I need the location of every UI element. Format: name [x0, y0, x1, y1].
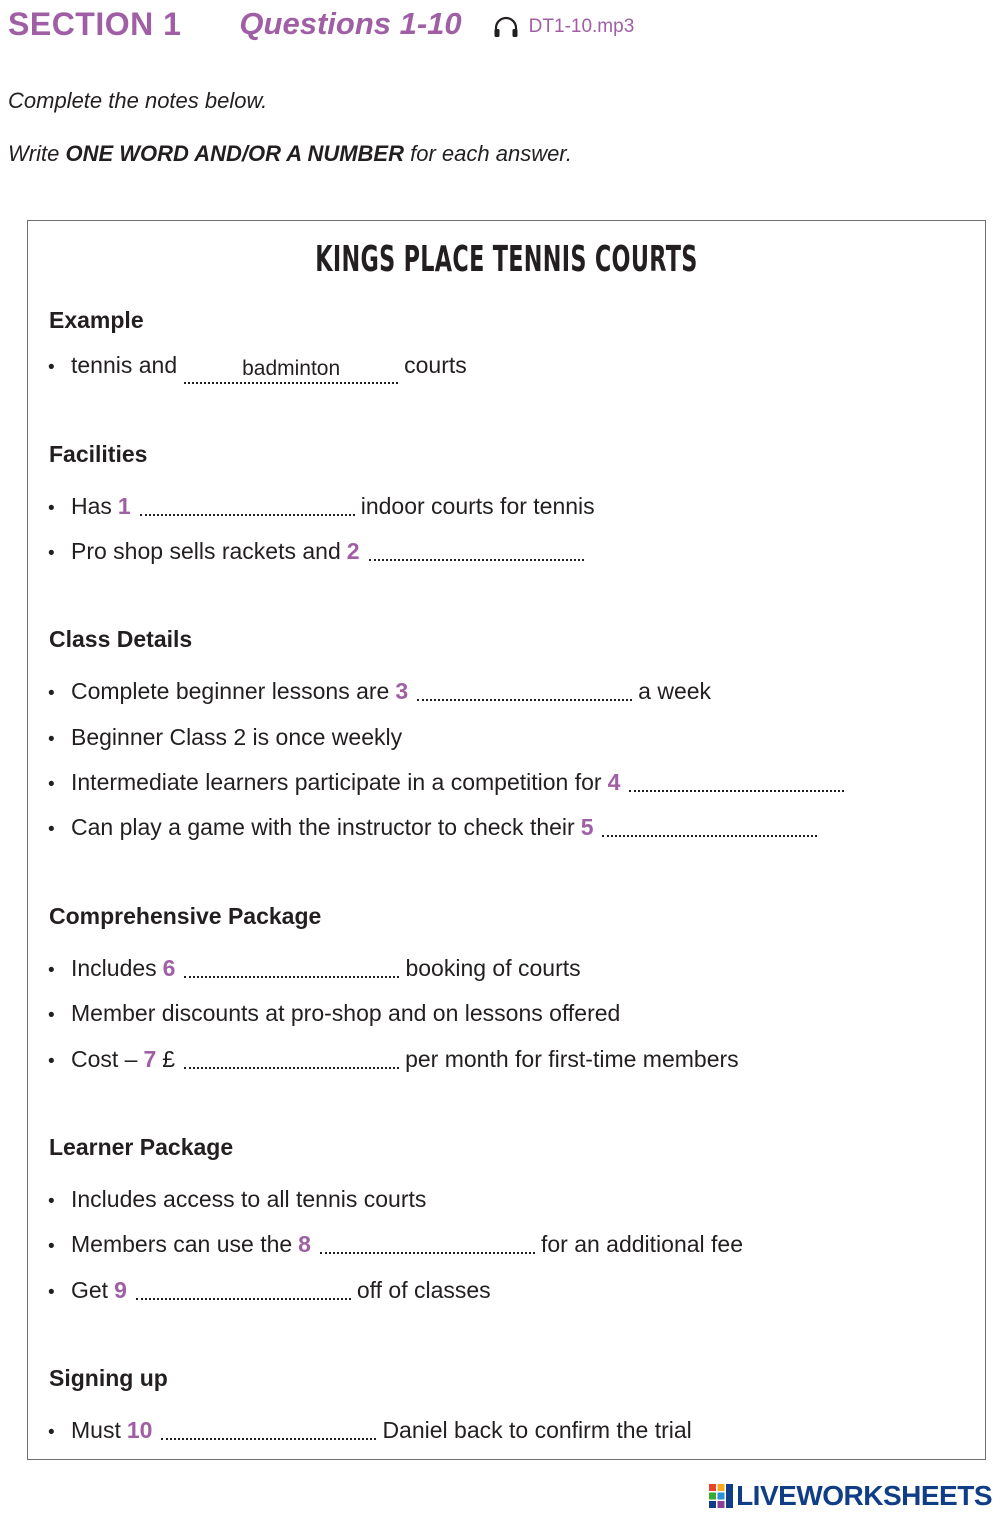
audio-link[interactable]	[492, 15, 635, 39]
comprehensive-detail-line: • Member discounts at pro-shop and on lessons offered	[48, 1000, 621, 1026]
heading-class-details: Class Details	[49, 626, 193, 652]
notes-title: KINGS PLACE TENNIS COURTS	[315, 239, 698, 280]
question-3-line: • Complete beginner lessons are 3 a week	[48, 678, 712, 704]
example-answer: badminton	[184, 358, 398, 384]
question-number: 3	[395, 678, 409, 704]
answer-blank-2[interactable]	[369, 541, 584, 561]
heading-learner-package: Learner Package	[49, 1134, 234, 1160]
answer-blank-10[interactable]	[161, 1420, 376, 1440]
question-5-line: • Can play a game with the instructor to check their 5	[48, 814, 823, 841]
answer-blank-3[interactable]	[417, 681, 632, 701]
learner-detail-line: • Includes access to all tennis courts	[48, 1186, 427, 1212]
question-7-line: • Cost – 7 £ per month for first-time members	[48, 1046, 739, 1072]
heading-signing-up: Signing up	[49, 1365, 168, 1391]
question-number: 1	[117, 493, 131, 519]
liveworksheets-logo[interactable]	[708, 1480, 992, 1512]
heading-example: Example	[49, 307, 144, 333]
example-line: • tennis and badminton courts	[48, 352, 467, 381]
question-number: 7	[143, 1046, 157, 1072]
question-number: 9	[114, 1277, 127, 1303]
question-10-line: • Must 10 Daniel back to confirm the trial	[48, 1417, 692, 1443]
questions-range: Questions 1-10	[239, 6, 462, 41]
section-header	[8, 4, 634, 44]
question-9-line: • Get 9 off of classes	[48, 1277, 491, 1303]
question-1-line: • Has 1 indoor courts for tennis	[48, 493, 595, 519]
answer-blank-4[interactable]	[629, 772, 844, 792]
class-detail-line: • Beginner Class 2 is once weekly	[48, 724, 403, 750]
answer-blank-7[interactable]	[184, 1049, 399, 1069]
question-8-line: • Members can use the 8 for an additional fee	[48, 1231, 744, 1257]
question-number: 2	[346, 538, 360, 564]
heading-facilities: Facilities	[49, 441, 148, 467]
answer-blank-1[interactable]	[140, 496, 355, 516]
answer-blank-9[interactable]	[136, 1280, 351, 1300]
question-4-line: • Intermediate learners participate in a competition for 4	[48, 769, 850, 796]
answer-blank-6[interactable]	[184, 958, 399, 978]
answer-blank-5[interactable]	[602, 817, 817, 837]
audio-filename[interactable]: DT1-10.mp3	[528, 16, 635, 37]
heading-comprehensive-package: Comprehensive Package	[49, 903, 322, 929]
section-title: SECTION 1	[8, 5, 182, 42]
question-number: 8	[298, 1231, 311, 1257]
answer-blank-8[interactable]	[320, 1234, 535, 1254]
question-number: 10	[126, 1417, 153, 1443]
instruction-word-limit: Write ONE WORD AND/OR A NUMBER for each answer.	[8, 141, 572, 166]
question-number: 5	[580, 814, 594, 840]
question-2-line: • Pro shop sells rackets and 2	[48, 538, 590, 565]
question-number: 6	[162, 955, 176, 981]
question-number: 4	[607, 769, 621, 795]
question-6-line: • Includes 6 booking of courts	[48, 955, 581, 981]
instruction-complete: Complete the notes below.	[8, 88, 268, 113]
notes-box	[27, 220, 986, 1460]
brand-name[interactable]: LIVEWORKSHEETS	[736, 1480, 992, 1511]
headphones-icon	[492, 15, 520, 39]
liveworksheets-logo-icon	[708, 1483, 734, 1509]
